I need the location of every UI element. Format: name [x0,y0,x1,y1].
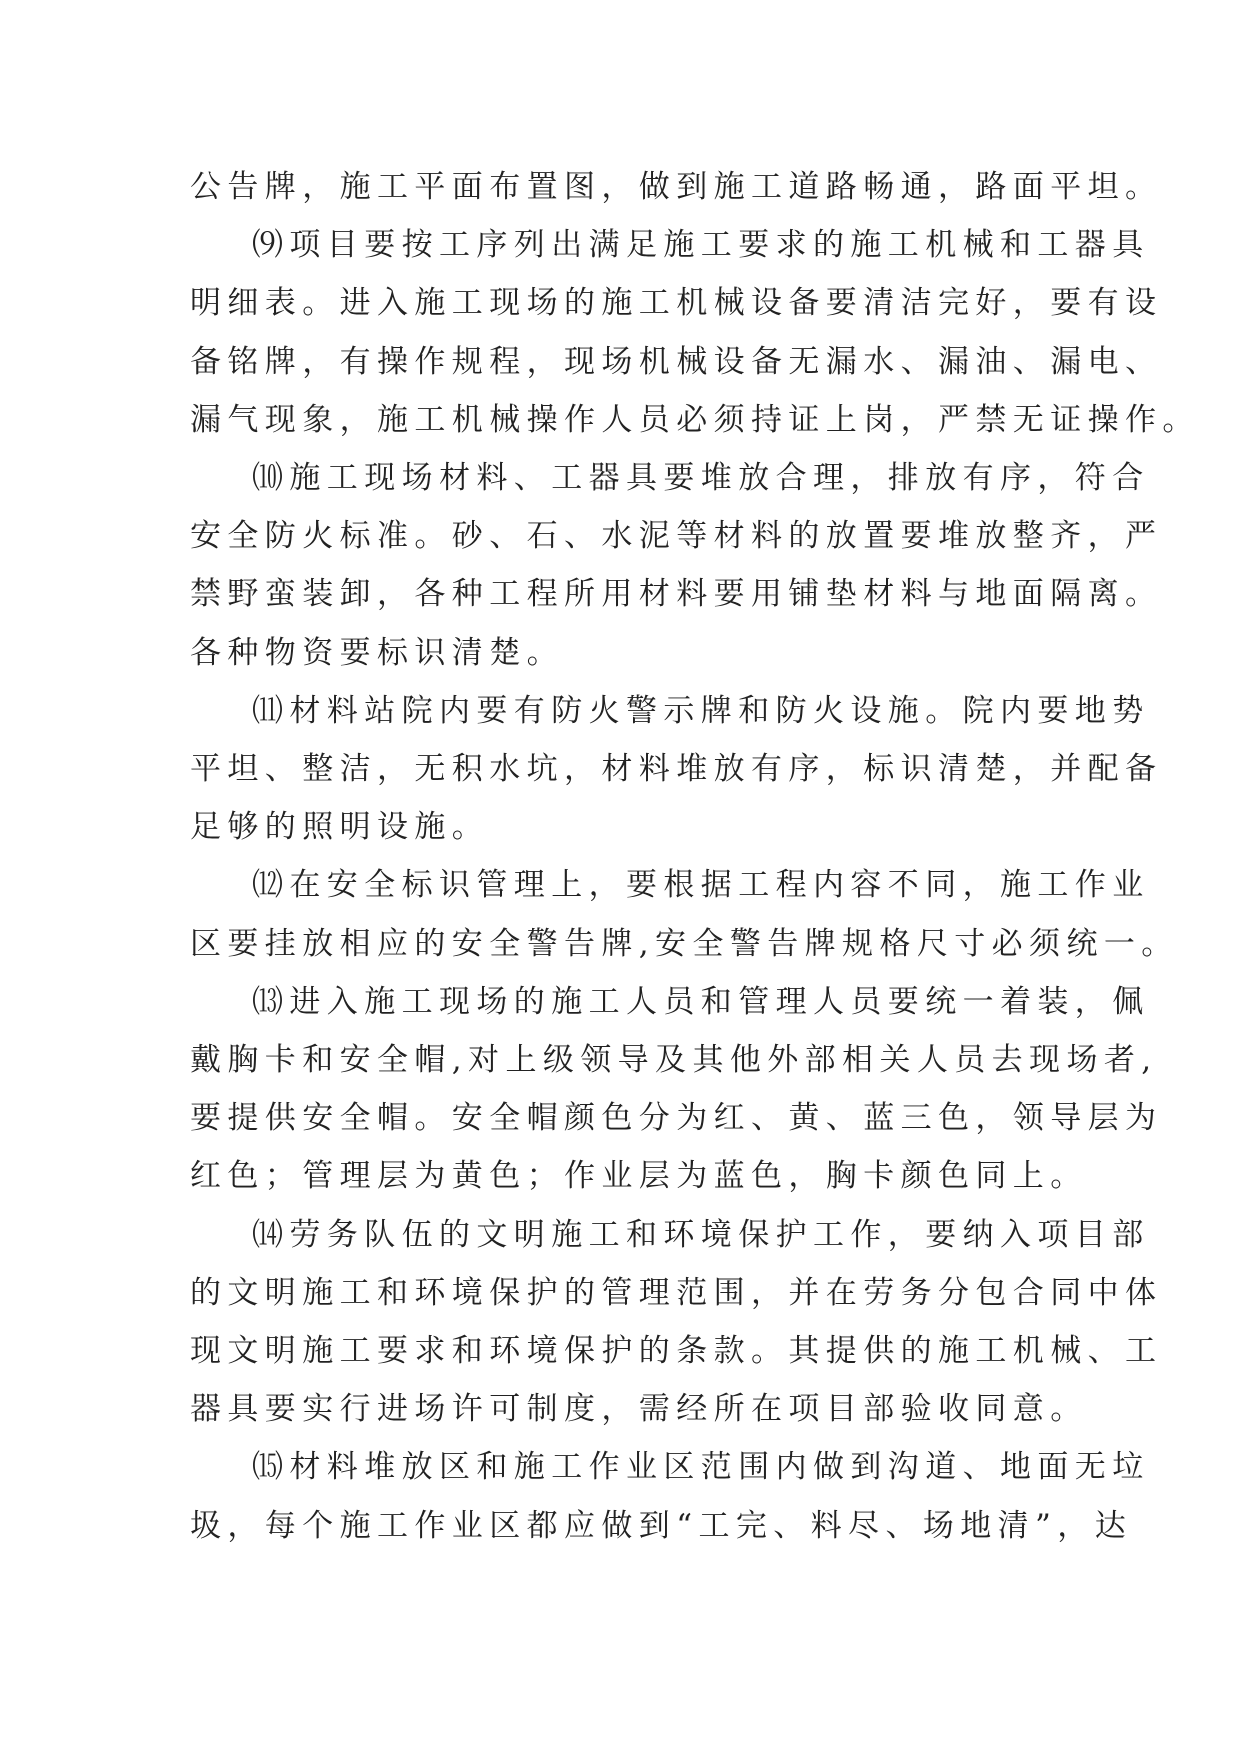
paragraph-first-line: ⒁劳务队伍的文明施工和环境保护工作，要纳入项目部 [252,1216,1150,1253]
body-text [190,158,1200,1555]
text-line: 戴胸卡和安全帽,对上级领导及其他外部相关人员去现场者, [190,1042,1158,1079]
paragraph-first-line: ⒂材料堆放区和施工作业区范围内做到沟道、地面无垃 [252,1449,1150,1486]
text-line: 圾，每个施工作业区都应做到“工完、料尽、场地清”，达 [190,1507,1133,1544]
paragraph-first-line: ⑼项目要按工序列出满足施工要求的施工机械和工器具 [252,227,1150,264]
text-line: 明细表。进入施工现场的施工机械设备要清洁完好，要有设 [190,285,1163,322]
text-line: 足够的照明设施。 [190,809,490,846]
paragraph-first-line: ⑽施工现场材料、工器具要堆放合理，排放有序，符合 [252,460,1150,497]
text-line: 器具要实行进场许可制度，需经所在项目部验收同意。 [190,1391,1088,1428]
text-line: 要提供安全帽。安全帽颜色分为红、黄、蓝三色，领导层为 [190,1100,1163,1137]
text-line: 备铭牌，有操作规程，现场机械设备无漏水、漏油、漏电、 [190,343,1163,380]
text-line: 各种物资要标识清楚。 [190,634,564,671]
text-line: 公告牌，施工平面布置图，做到施工道路畅通，路面平坦。 [190,169,1163,205]
text-line: 漏气现象，施工机械操作人员必须持证上岗，严禁无证操作。 [190,401,1200,438]
paragraph-first-line: ⑾材料站院内要有防火警示牌和防火设施。院内要地势 [252,692,1150,729]
text-line: 现文明施工要求和环境保护的条款。其提供的施工机械、工 [190,1333,1163,1370]
text-line: 区要挂放相应的安全警告牌,安全警告牌规格尺寸必须统一。 [190,925,1179,962]
text-line: 的文明施工和环境保护的管理范围，并在劳务分包合同中体 [190,1274,1163,1311]
paragraph-first-line: ⒀进入施工现场的施工人员和管理人员要统一着装，佩 [252,983,1150,1020]
text-line: 红色；管理层为黄色；作业层为蓝色，胸卡颜色同上。 [190,1158,1088,1195]
text-line: 平坦、整洁，无积水坑，材料堆放有序，标识清楚，并配备 [190,751,1163,788]
text-line: 安全防火标准。砂、石、水泥等材料的放置要堆放整齐，严 [190,518,1163,555]
paragraph-first-line: ⑿在安全标识管理上，要根据工程内容不同，施工作业 [252,867,1150,904]
text-line: 禁野蛮装卸，各种工程所用材料要用铺垫材料与地面隔离。 [190,576,1163,613]
